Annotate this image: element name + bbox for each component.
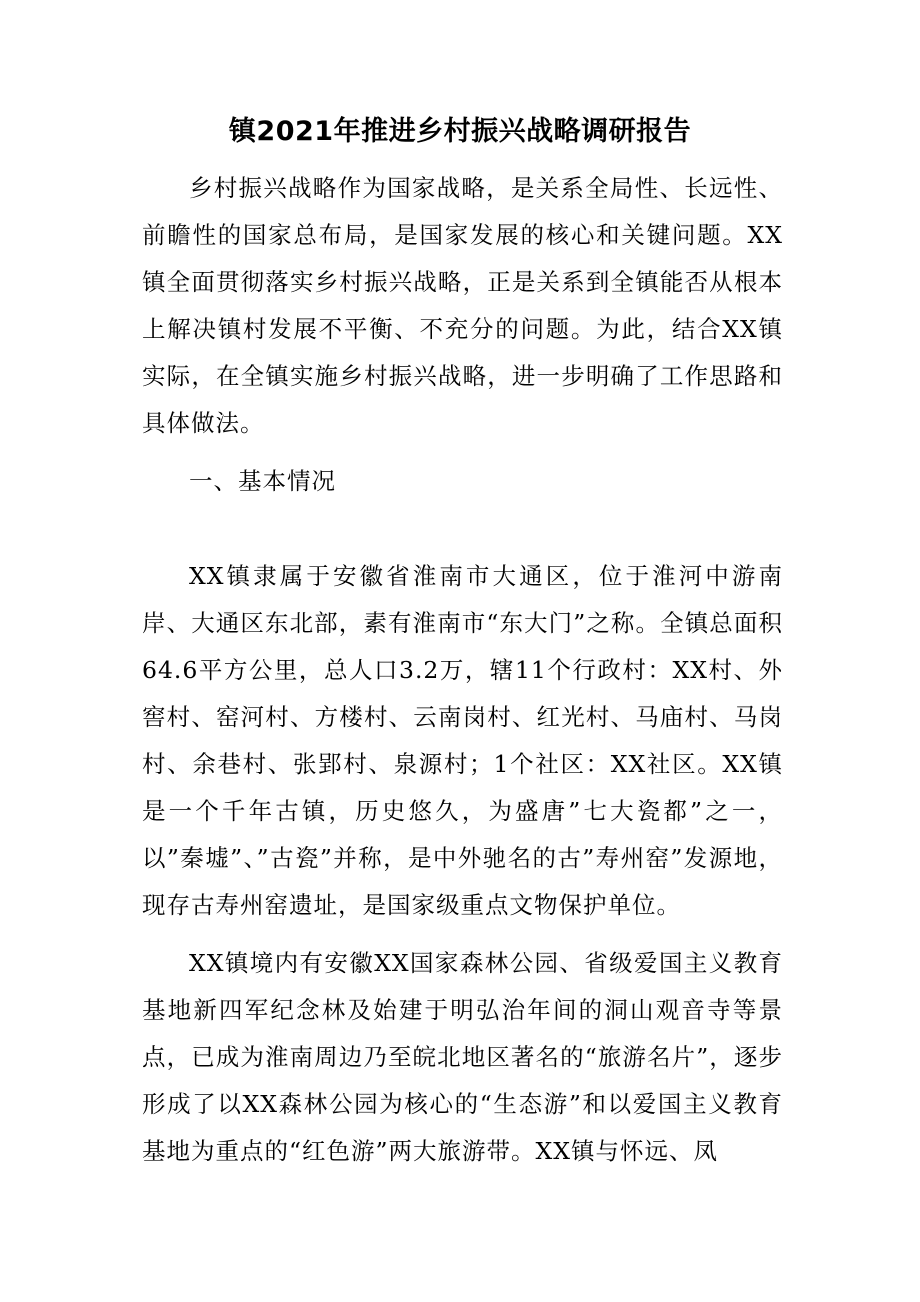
section-heading-basic-situation: 一、基本情况 — [189, 467, 336, 495]
basic-situation-paragraph: XX镇隶属于安徽省淮南市大通区，位于淮河中游南岸、大通区东北部，素有淮南市“东大门”之称。全镇总面积64.6平方公里，总人口3.2万，辖11个行政村：XX村、外窖村、窑河村、方楼村、云南岗村、红光村、马庙村、马岗村、余巷村、张郢村、泉源村；1个社区：XX社区。XX镇是一个千年古镇，历史悠久，为盛唐”七大瓷都”之一，以”秦墟”、”古瓷”并称，是中外驰名的古”寿州窑”发源地，现存古寿州窑遗址，是国家级重点文物保护单位。 — [142, 562, 783, 919]
document-title: 镇2021年推进乡村振兴战略调研报告 — [228, 116, 692, 147]
tourism-paragraph: XX镇境内有安徽XX国家森林公园、省级爱国主义教育基地新四军纪念林及始建于明弘治年间的洞山观音寺等景点，已成为淮南周边乃至皖北地区著名的“旅游名片”，逐步形成了以XX森林公园为核心的“生态游”和以爱国主义教育基地为重点的“红色游”两大旅游带。XX镇与怀远、凤 — [142, 949, 783, 1165]
intro-paragraph: 乡村振兴战略作为国家战略，是关系全局性、长远性、前瞻性的国家总布局，是国家发展的核心和关键问题。XX镇全面贯彻落实乡村振兴战略，正是关系到全镇能否从根本上解决镇村发展不平衡、不充分的问题。为此，结合XX镇实际，在全镇实施乡村振兴战略，进一步明确了工作思路和具体做法。 — [142, 174, 783, 437]
